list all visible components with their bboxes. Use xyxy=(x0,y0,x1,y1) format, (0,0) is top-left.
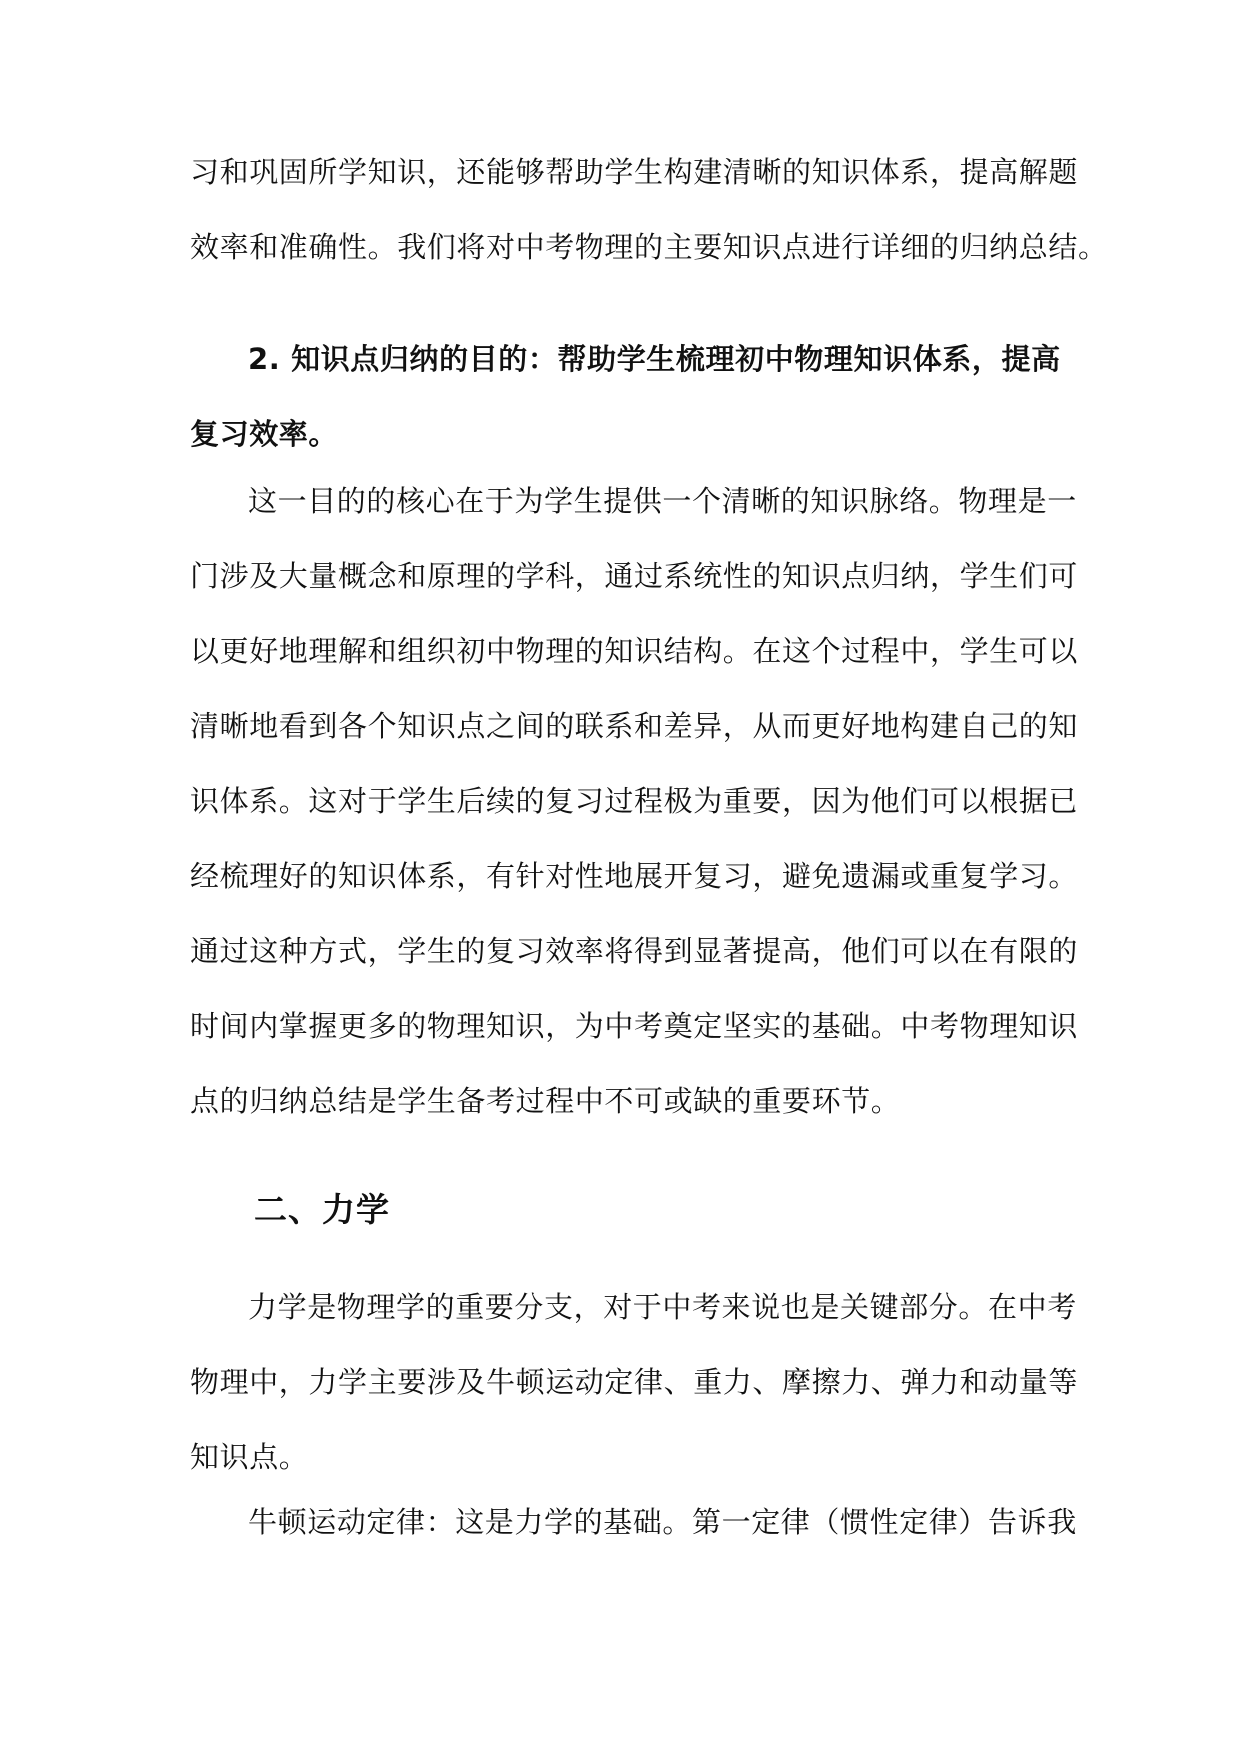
text-line: 这一目的的核心在于为学生提供一个清晰的知识脉络。物理是一 xyxy=(248,484,1077,518)
text-line: 时间内掌握更多的物理知识，为中考奠定坚实的基础。中考物理知识 xyxy=(190,1009,1079,1043)
section-heading-mechanics: 二、力学 xyxy=(254,1190,390,1229)
text-line: 识体系。这对于学生后续的复习过程极为重要，因为他们可以根据已 xyxy=(190,784,1079,818)
text-line: 经梳理好的知识体系，有针对性地展开复习，避免遗漏或重复学习。 xyxy=(190,859,1079,893)
text-line: 以更好地理解和组织初中物理的知识结构。在这个过程中，学生可以 xyxy=(190,634,1079,668)
text-line: 知识点。 xyxy=(190,1440,309,1474)
subheading-line: 2. 知识点归纳的目的：帮助学生梳理初中物理知识体系，提高 xyxy=(248,342,1061,376)
subheading-purpose xyxy=(190,322,1060,472)
text-line: 力学是物理学的重要分支，对于中考来说也是关键部分。在中考 xyxy=(248,1290,1077,1324)
subheading-line: 复习效率。 xyxy=(190,417,339,451)
intro-paragraph-continuation xyxy=(190,135,1108,285)
text-line: 清晰地看到各个知识点之间的联系和差异，从而更好地构建自己的知 xyxy=(190,709,1079,743)
text-line: 点的归纳总结是学生备考过程中不可或缺的重要环节。 xyxy=(190,1084,901,1118)
text-line: 门涉及大量概念和原理的学科，通过系统性的知识点归纳，学生们可 xyxy=(190,559,1079,593)
text-line: 效率和准确性。我们将对中考物理的主要知识点进行详细的归纳总结。 xyxy=(190,230,1108,264)
text-line: 牛顿运动定律：这是力学的基础。第一定律（惯性定律）告诉我 xyxy=(248,1505,1077,1539)
text-line: 物理中，力学主要涉及牛顿运动定律、重力、摩擦力、弹力和动量等 xyxy=(190,1365,1079,1399)
purpose-paragraph xyxy=(190,464,1079,1139)
text-line: 通过这种方式，学生的复习效率将得到显著提高，他们可以在有限的 xyxy=(190,934,1079,968)
text-line: 习和巩固所学知识，还能够帮助学生构建清晰的知识体系，提高解题 xyxy=(190,155,1079,189)
newton-paragraph xyxy=(190,1485,1077,1560)
mechanics-paragraph xyxy=(190,1270,1079,1495)
